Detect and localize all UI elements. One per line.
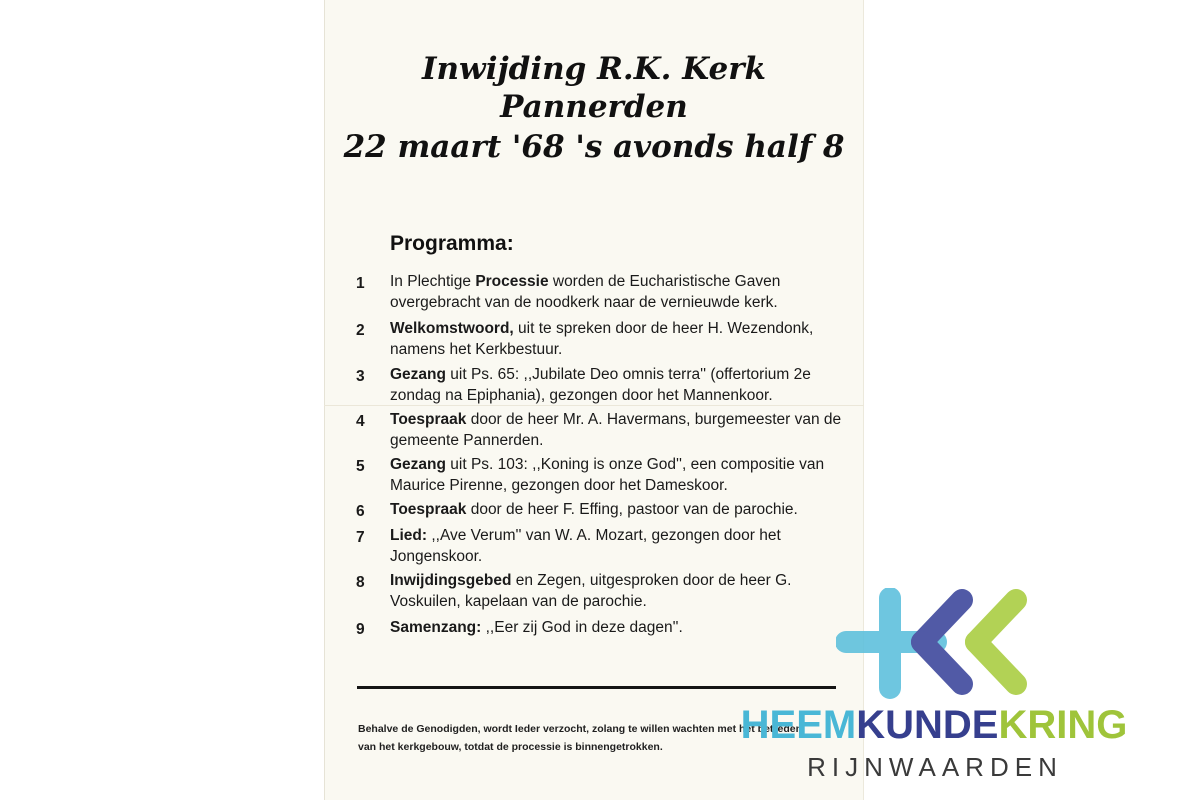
program-heading: Programma: <box>390 232 514 255</box>
item-text <box>390 318 846 360</box>
item-number: 1 <box>356 275 365 292</box>
item-bold: Inwijdingsgebed <box>390 572 512 589</box>
poster-place: Pannerden <box>500 89 688 125</box>
item-rest: uit Ps. 103: ,,Koning is onze God'', een compositie van Maurice Pirenne, gezongen door het Dameskoor. <box>390 456 825 494</box>
heemkundekring-logo-icon <box>836 588 1036 700</box>
item-text <box>390 271 846 313</box>
item-bold: Gezang <box>390 366 446 383</box>
item-text <box>390 570 846 612</box>
program-item <box>356 364 846 406</box>
item-rest: uit Ps. 65: ,,Jubilate Deo omnis terra'' (offertorium 2e zondag na Epiphania), gezongen door het Mannenkoor. <box>390 366 811 404</box>
item-text <box>390 454 846 496</box>
item-rest: uit te spreken door de heer H. Wezendonk, namens het Kerkbestuur. <box>390 320 814 358</box>
item-number: 3 <box>356 368 365 385</box>
item-bold: Toespraak <box>390 411 467 428</box>
program-item <box>356 570 846 612</box>
program-item <box>356 454 846 496</box>
program-item <box>356 525 846 567</box>
item-bold: Welkomstwoord, <box>390 320 514 337</box>
program-item <box>356 318 846 360</box>
program-item <box>356 271 846 313</box>
logo-word-heem: HEEM <box>740 703 857 747</box>
item-bold: Processie <box>475 273 549 290</box>
item-number: 7 <box>356 529 365 546</box>
item-rest: worden de Eucharistische Gaven overgebracht van de noodkerk naar de vernieuwde kerk. <box>390 273 781 311</box>
item-number: 2 <box>356 322 365 339</box>
item-number: 9 <box>356 621 365 638</box>
item-rest: ,,Ave Verum'' van W. A. Mozart, gezongen door het Jongenskoor. <box>390 527 781 565</box>
item-number: 5 <box>356 458 365 475</box>
poster-title: Inwijding R.K. Kerk <box>421 51 767 87</box>
item-bold: Samenzang: <box>390 619 482 636</box>
program-item <box>356 499 846 520</box>
item-text <box>390 617 846 638</box>
item-text <box>390 525 846 567</box>
logo-wordmark <box>728 703 1140 747</box>
footer-note-line1: Behalve de Genodigden, wordt Ieder verzocht, zolang te willen wachten met het betreden <box>358 723 802 735</box>
item-text <box>390 409 846 451</box>
item-rest: en Zegen, uitgesproken door de heer G. Voskuilen, kapelaan van de parochie. <box>390 572 792 610</box>
item-rest: ,,Eer zij God in deze dagen''. <box>481 619 683 636</box>
item-bold: Lied: <box>390 527 428 544</box>
item-text-pre: In Plechtige <box>390 273 476 290</box>
item-bold: Toespraak <box>390 501 467 518</box>
footer-note-line2: van het kerkgebouw, totdat de processie is binnengetrokken. <box>358 741 663 753</box>
poster-date: 22 maart '68 's avonds half 8 <box>343 129 845 165</box>
item-number: 6 <box>356 503 365 520</box>
item-rest: door de heer Mr. A. Havermans, burgemeester van de gemeente Pannerden. <box>390 411 842 449</box>
divider-rule <box>357 686 836 689</box>
item-number: 8 <box>356 574 365 591</box>
item-text <box>390 499 846 520</box>
logo-word-kunde: KUNDE <box>856 703 999 747</box>
logo-word-kring: KRING <box>998 703 1128 747</box>
item-number: 4 <box>356 413 365 430</box>
item-rest: door de heer F. Effing, pastoor van de parochie. <box>466 501 798 518</box>
logo-subtitle: RIJNWAARDEN <box>807 752 1063 782</box>
program-item <box>356 409 846 451</box>
item-bold: Gezang <box>390 456 446 473</box>
item-text <box>390 364 846 406</box>
program-item <box>356 617 846 638</box>
